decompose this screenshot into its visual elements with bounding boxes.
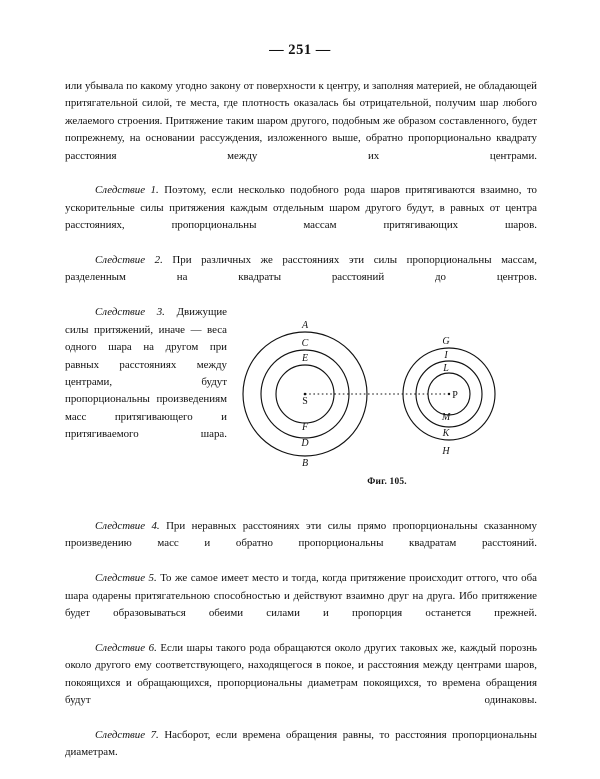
right-center-dot bbox=[448, 393, 450, 395]
corollary-5-label: Следствие 5. bbox=[95, 572, 157, 585]
corollary-4 bbox=[65, 518, 537, 570]
corollary-6-text: Если шары такого рода обращаются около других таковых же, каждый порознь около другого ему соответствующего, находящегося в покое, и расстояния между центрами шаров, покоящихся и обращающихся, пропорциональны диаметрам покоящихся, то времена обращения будут одинаковы. bbox=[65, 641, 537, 706]
label-right-M: M bbox=[441, 412, 451, 424]
left-center-dot bbox=[304, 393, 307, 396]
header-dash-left: — bbox=[269, 42, 285, 58]
label-left-D: D bbox=[301, 438, 309, 450]
label-left-center-S: S bbox=[302, 396, 308, 408]
corollary-5-text: То же самое имеет место и тогда, когда притяжение происходит оттого, что оба шара одарены притягательною способностью и действуют взаимно друг на друга. Ибо притяжение будет образовываться обеими силами и пропорция останется прежней. bbox=[65, 572, 537, 619]
label-left-B: B bbox=[301, 458, 309, 470]
label-right-H: H bbox=[442, 446, 450, 458]
figure-105-svg bbox=[237, 306, 537, 476]
figure-float-region bbox=[237, 306, 537, 496]
corollary-7 bbox=[65, 727, 537, 779]
label-left-C: C bbox=[301, 338, 309, 350]
label-right-K: K bbox=[442, 428, 450, 440]
paragraph-intro: или убывала по какому угодно закону от поверхности к центру, и заполняя материей, не обладающей притягательной силой, те места, где плотность оказалась бы отрицательной, получим шар любого желаемого строения. Притяжение таким шаром другого, подобным же образом составленного, будет попрежнему, на основании рассуждения, изложенного выше, обратно пропорционально квадрату расстояния между их центрами. bbox=[65, 80, 537, 162]
figure-caption: Фиг. 105. bbox=[367, 477, 407, 488]
corollary-2 bbox=[65, 252, 537, 304]
corollary-1 bbox=[65, 182, 537, 252]
corollary-6-label: Следствие 6. bbox=[95, 641, 157, 654]
corollary-3-label: Следствие 3. bbox=[95, 306, 165, 319]
figure-105 bbox=[237, 306, 537, 496]
header-dash-right: — bbox=[315, 42, 331, 58]
label-right-center-P: P bbox=[452, 390, 458, 402]
corollary-5 bbox=[65, 570, 537, 640]
label-left-E: E bbox=[301, 353, 309, 365]
corollary-3-text: Движущие силы притяжений, иначе — веса одного шара на другом при равных расстояниях между центрами, будут пропорциональны произведениям масс притягивающего и притягиваемого шара. bbox=[65, 306, 227, 441]
page-number: 251 bbox=[288, 42, 312, 58]
label-left-F: F bbox=[301, 422, 309, 434]
corollary-2-text: При различных же расстояниях эти силы пропорциональны массам, разделенным на квадраты расстояний до центров. bbox=[65, 254, 538, 284]
corollary-2-label: Следствие 2. bbox=[95, 254, 163, 267]
corollary-1-text: Поэтому, если несколько подобного рода шаров притягиваются взаимно, то ускорительные силы притяжения каждым отдельным шаром другого будут, в равных от центра расстояниях, пропорциональны массам притягивающих шаров. bbox=[65, 184, 538, 232]
page-body bbox=[65, 78, 537, 779]
corollary-7-text: Насборот, если времена обращения равны, то расстояния пропорциональны диаметрам. bbox=[65, 728, 537, 759]
corollary-6 bbox=[65, 640, 537, 727]
corollary-1-label: Следствие 1. bbox=[95, 184, 159, 197]
label-left-A: A bbox=[301, 320, 309, 332]
corollary-4-label: Следствие 4. bbox=[95, 519, 160, 532]
label-right-G: G bbox=[442, 336, 450, 348]
label-right-L: L bbox=[443, 363, 449, 375]
page-header bbox=[0, 42, 600, 59]
corollary-4-text: При неравных расстояниях эти силы прямо пропорциональны сказанному произведению масс и обратно пропорциональны квадратам расстояний. bbox=[65, 519, 537, 550]
label-right-I: I bbox=[444, 350, 448, 362]
corollary-7-label: Следствие 7. bbox=[95, 728, 159, 741]
